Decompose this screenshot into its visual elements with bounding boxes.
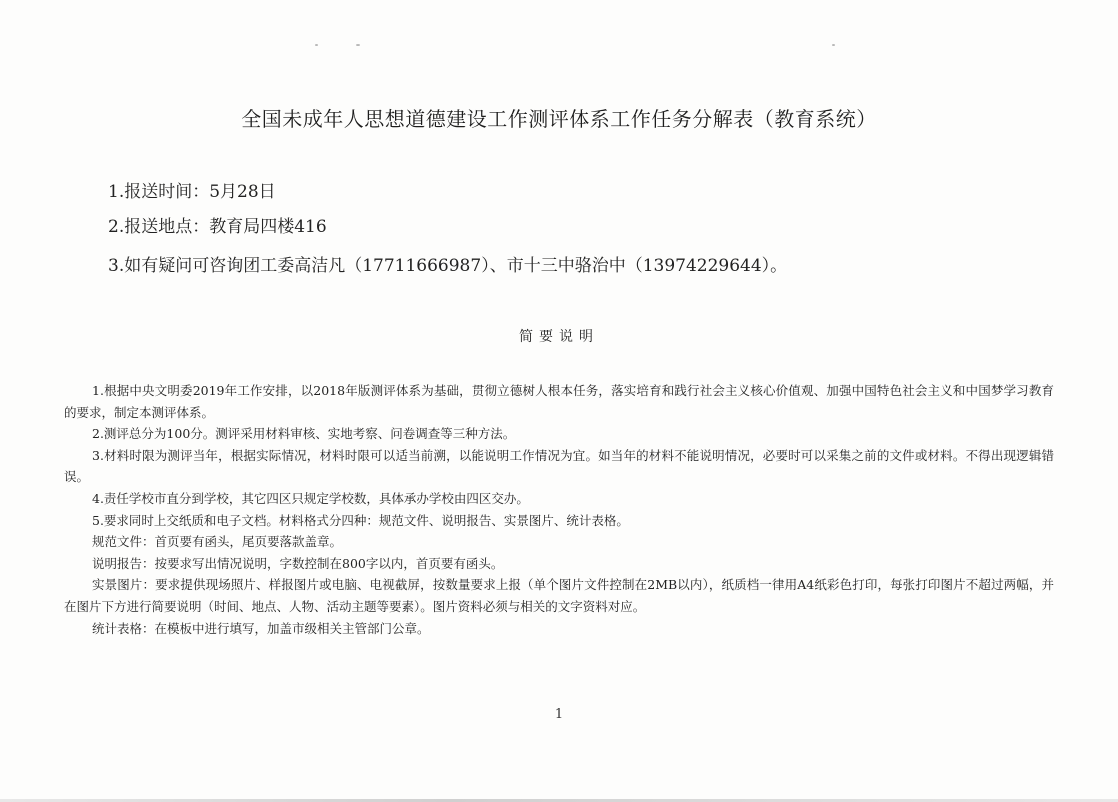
note-item: 5.要求同时上交纸质和电子文档。材料格式分四种：规范文件、说明报告、实景图片、统计表格。	[92, 512, 629, 528]
section-title: 简要说明	[519, 329, 599, 345]
note-item: 1.根据中央文明委2019年工作安排，以2018年版测评体系为基础，贯彻立德树人根本任务，落实培育和践行社会主义核心价值观、加强中国特色社会主义和中国梦学习教育的要求，制定本测评体系。	[64, 383, 1054, 420]
scan-speck	[832, 44, 835, 46]
scan-speck	[315, 44, 318, 46]
notes-list	[64, 380, 1054, 639]
submission-time: 1.报送时间：5月28日	[108, 182, 276, 202]
note-item: 4.责任学校市直分到学校，其它四区只规定学校数，具体承办学校由四区交办。	[92, 490, 529, 506]
page-number: 1	[554, 707, 564, 722]
note-item: 3.材料时限为测评当年，根据实际情况，材料时限可以适当前溯，以能说明工作情况为宜。如当年的材料不能说明情况，必要时可以采集之前的文件或材料。不得出现逻辑错误。	[64, 447, 1054, 485]
submission-location: 2.报送地点：教育局四楼416	[108, 217, 327, 237]
scan-speck	[356, 44, 360, 46]
note-item: 规范文件：首页要有函头，尾页要落款盖章。	[92, 534, 343, 550]
note-item: 统计表格：在模板中进行填写，加盖市级相关主管部门公章。	[92, 620, 430, 636]
document-title: 全国未成年人思想道德建设工作测评体系工作任务分解表（教育系统）	[241, 107, 877, 131]
note-item: 实景图片：要求提供现场照片、样报图片或电脑、电视截屏，按数量要求上报（单个图片文件控制在2MB以内），纸质档一律用A4纸彩色打印，每张打印图片不超过两幅，并在图片下方进行简要说明（时间、地点、人物、活动主题等要素）。图片资料必须与相关的文字资料对应。	[64, 577, 1054, 614]
note-item: 2.测评总分为100分。测评采用材料审核、实地考察、问卷调查等三种方法。	[92, 426, 516, 442]
contact-info: 3.如有疑问可咨询团工委高洁凡（17711666987）、市十三中骆治中（13974229644）。	[108, 256, 788, 276]
note-item: 说明报告：按要求写出情况说明，字数控制在800字以内，首页要有函头。	[92, 555, 504, 571]
